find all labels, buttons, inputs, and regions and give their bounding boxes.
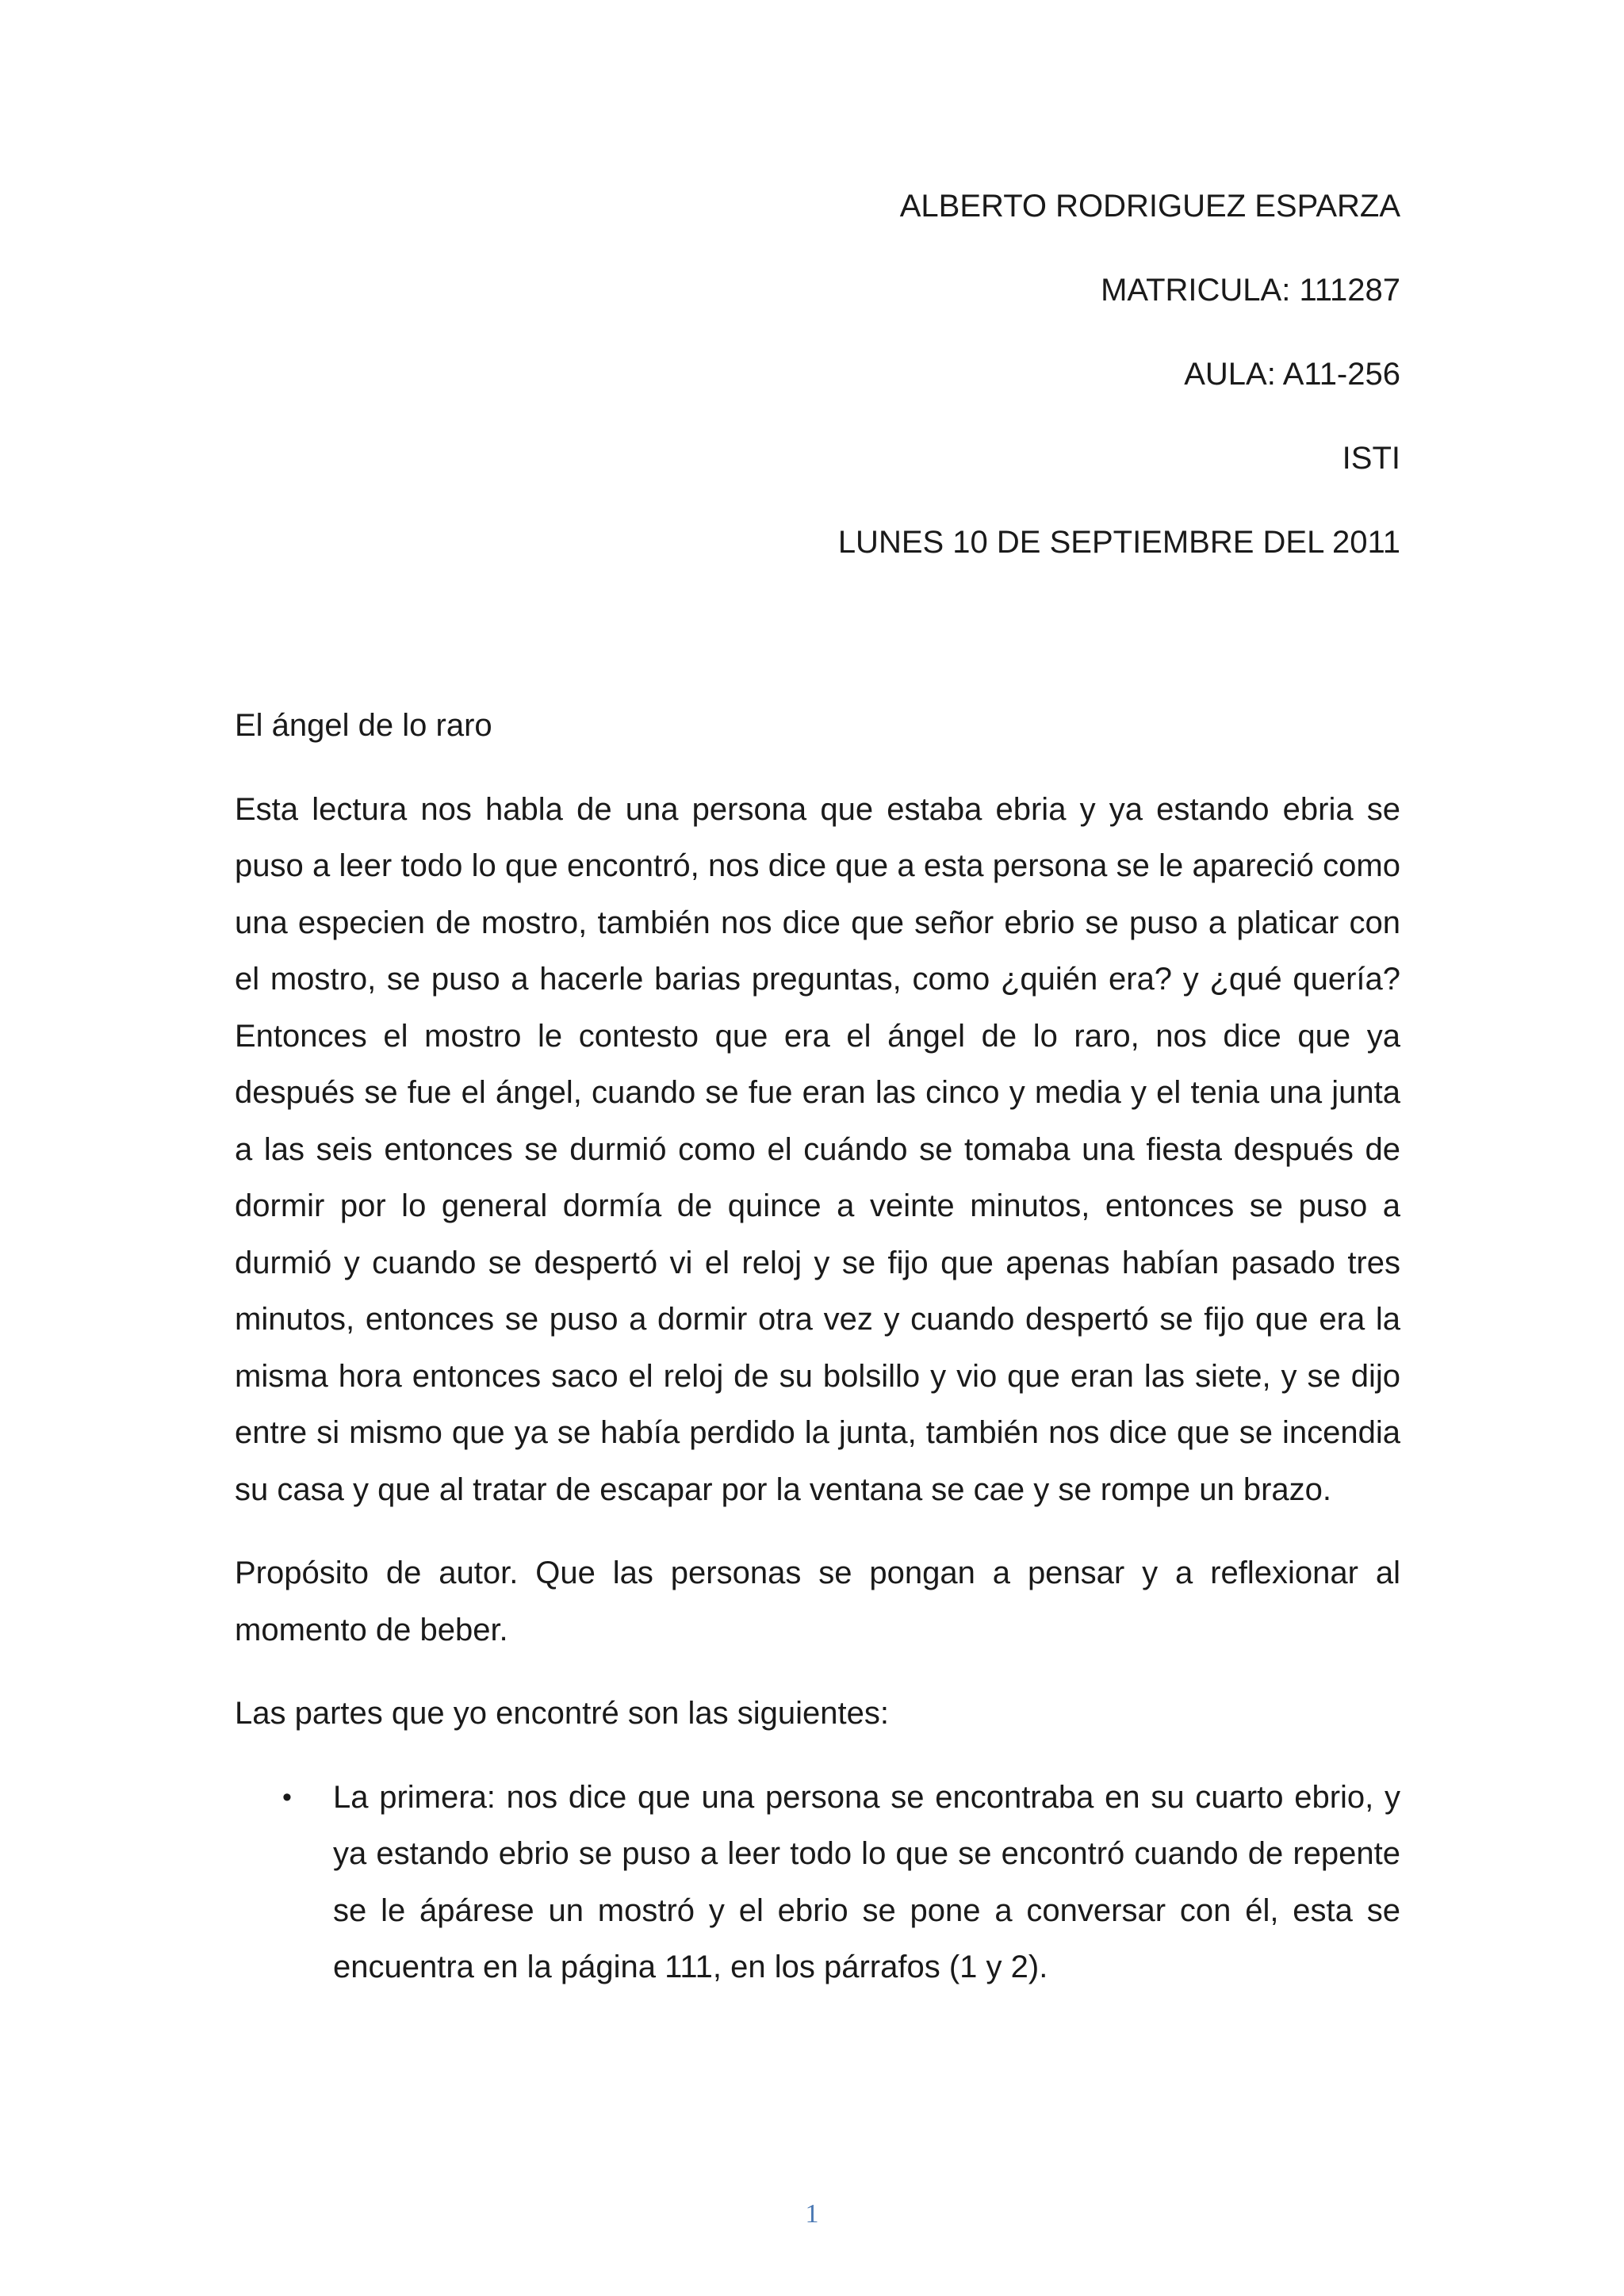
student-id: MATRICULA: 111287 bbox=[1101, 273, 1400, 308]
list-item bbox=[235, 1770, 1400, 1996]
document-body bbox=[235, 698, 1400, 1996]
document-title: El ángel de lo raro bbox=[235, 708, 492, 743]
school-name: ISTI bbox=[1342, 441, 1400, 476]
parts-intro: Las partes que yo encontré son las siguientes: bbox=[235, 1696, 889, 1731]
document-date: LUNES 10 DE SEPTIEMBRE DEL 2011 bbox=[837, 525, 1400, 560]
summary-paragraph: Esta lectura nos habla de una persona que estaba ebria y ya estando ebria se puso a leer todo lo que encontró, nos dice que a esta persona se le apareció como una especien de mostro, también nos dice que señor ebrio se puso a platicar con el mostro, se puso a hacerle barias preguntas, como ¿quién era? y ¿qué quería? Entonces el mostro le contesto que era el ángel de lo raro, nos dice que ya después se fue el ángel, cuando se fue eran las cinco y media y el tenia una junta a las seis entonces se durmió como el cuándo se tomaba una fiesta después de dormir por lo general dormía de quince a veinte minutos, entonces se puso a durmió y cuando se despertó vi el reloj y se fijo que apenas habían pasado tres minutos, entonces se puso a dormir otra vez y cuando despertó se fijo que era la misma hora entonces saco el reloj de su bolsillo y vio que eran las siete, y se dijo entre si mismo que ya se había perdido la junta, también nos dice que se incendia su casa y que al tratar de escapar por la ventana se cae y se rompe un brazo. bbox=[235, 791, 1400, 1507]
parts-list bbox=[235, 1770, 1400, 1996]
purpose-paragraph: Propósito de autor. Que las personas se pongan a pensar y a reflexionar al momento de beber. bbox=[235, 1556, 1400, 1647]
author-name: ALBERTO RODRIGUEZ ESPARZA bbox=[899, 189, 1400, 224]
list-item-text: La primera: nos dice que una persona se encontraba en su cuarto ebrio, y ya estando ebrio se puso a leer todo lo que se encontró cuando de repente se le ápárese un mostró y el ebrio se pone a conversar con él, esta se encuentra en la página 111, en los párrafos (1 y 2). bbox=[333, 1779, 1400, 1984]
bullet-icon: • bbox=[282, 1781, 292, 1812]
classroom: AULA: A11-256 bbox=[1184, 357, 1400, 392]
page-number: 1 bbox=[805, 2199, 819, 2229]
author-header bbox=[235, 187, 1400, 607]
